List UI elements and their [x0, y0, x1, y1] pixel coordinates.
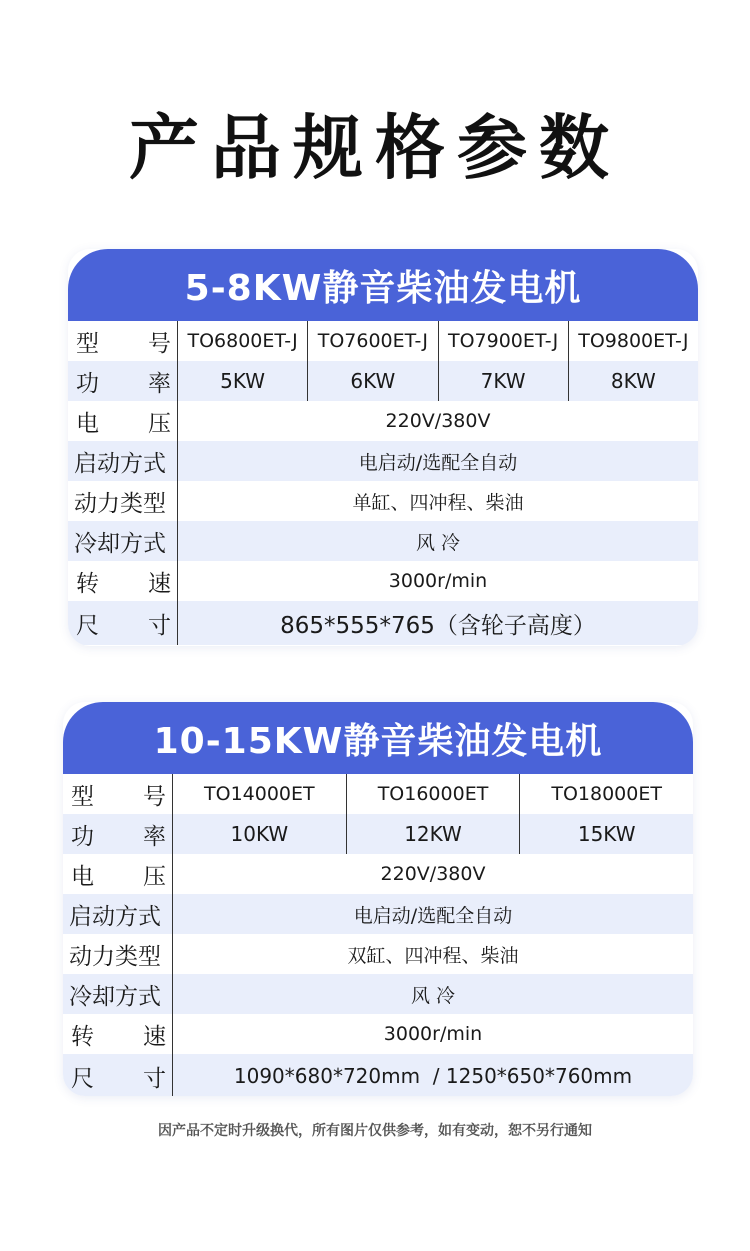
row-model	[63, 774, 693, 814]
model-cell: TO18000ET	[519, 774, 693, 814]
row-voltage	[68, 401, 698, 441]
label-char: 压	[143, 863, 166, 890]
label-char: 型	[71, 783, 94, 810]
label-char: 电	[76, 410, 99, 437]
row-size	[63, 1054, 693, 1096]
row-engine	[63, 934, 693, 974]
spec-table-5-8kw	[68, 249, 698, 646]
label-char: 率	[148, 370, 171, 397]
voltage-value: 220V/380V	[385, 410, 491, 432]
row-start	[68, 441, 698, 481]
label-char: 寸	[143, 1065, 166, 1092]
cooling-value: 风 冷	[415, 531, 461, 554]
label-voltage	[68, 401, 178, 441]
power-cell: 15KW	[519, 814, 693, 854]
spec-table-10-15kw	[63, 702, 693, 1096]
label-char: 速	[148, 570, 171, 597]
power-cell: 6KW	[307, 361, 437, 401]
size-value: 1090*680*720mm / 1250*650*760mm	[233, 1064, 633, 1088]
model-cell: TO7600ET-J	[307, 321, 437, 361]
power-cell: 12KW	[346, 814, 520, 854]
label-char: 号	[143, 783, 166, 810]
table-header: 5-8KW静音柴油发电机	[68, 249, 698, 321]
model-cell: TO7900ET-J	[438, 321, 568, 361]
power-cell: 5KW	[220, 369, 266, 393]
model-cell: TO6800ET-J	[187, 330, 298, 352]
label-char: 速	[143, 1023, 166, 1050]
label-cooling: 冷却方式	[63, 974, 173, 1014]
cooling-value: 风 冷	[410, 984, 456, 1007]
power-cell: 7KW	[438, 361, 568, 401]
label-size	[68, 601, 178, 645]
row-cooling	[63, 974, 693, 1014]
label-char: 功	[71, 823, 94, 850]
label-char: 电	[71, 863, 94, 890]
row-cooling	[68, 521, 698, 561]
row-speed	[63, 1014, 693, 1054]
table-header: 10-15KW静音柴油发电机	[63, 702, 693, 774]
label-start: 启动方式	[63, 894, 173, 934]
start-value: 电启动/选配全自动	[353, 904, 513, 927]
page-title: 产品规格参数	[129, 107, 621, 189]
label-start: 启动方式	[68, 441, 178, 481]
speed-value: 3000r/min	[383, 1023, 483, 1045]
row-engine	[68, 481, 698, 521]
label-char: 型	[76, 330, 99, 357]
label-power	[68, 361, 178, 401]
speed-value: 3000r/min	[388, 570, 488, 592]
model-cell: TO9800ET-J	[568, 321, 698, 361]
label-size	[63, 1054, 173, 1096]
voltage-value: 220V/380V	[380, 863, 486, 885]
label-char: 转	[71, 1023, 94, 1050]
label-char: 号	[148, 330, 171, 357]
label-model	[68, 321, 178, 361]
row-power	[68, 361, 698, 401]
model-cell: TO16000ET	[346, 774, 520, 814]
label-model	[63, 774, 173, 814]
start-value: 电启动/选配全自动	[358, 451, 518, 474]
label-char: 功	[76, 370, 99, 397]
row-start	[63, 894, 693, 934]
disclaimer-footnote: 因产品不定时升级换代，所有图片仅供参考，如有变动，恕不另行通知	[158, 1123, 592, 1139]
label-engine: 动力类型	[63, 934, 173, 974]
label-char: 压	[148, 410, 171, 437]
size-value: 865*555*765（含轮子高度）	[280, 612, 596, 639]
power-cell: 8KW	[568, 361, 698, 401]
label-char: 转	[76, 570, 99, 597]
label-char: 尺	[71, 1065, 94, 1092]
row-model	[68, 321, 698, 361]
label-power	[63, 814, 173, 854]
label-char: 率	[143, 823, 166, 850]
label-speed	[68, 561, 178, 601]
row-voltage	[63, 854, 693, 894]
label-engine: 动力类型	[68, 481, 178, 521]
engine-value: 双缸、四冲程、柴油	[347, 944, 519, 967]
engine-value: 单缸、四冲程、柴油	[352, 491, 524, 514]
row-speed	[68, 561, 698, 601]
row-power	[63, 814, 693, 854]
label-voltage	[63, 854, 173, 894]
model-cell: TO14000ET	[204, 783, 315, 805]
power-cell: 10KW	[230, 822, 289, 846]
label-char: 寸	[148, 612, 171, 639]
row-size	[68, 601, 698, 645]
label-speed	[63, 1014, 173, 1054]
label-cooling: 冷却方式	[68, 521, 178, 561]
label-char: 尺	[76, 612, 99, 639]
